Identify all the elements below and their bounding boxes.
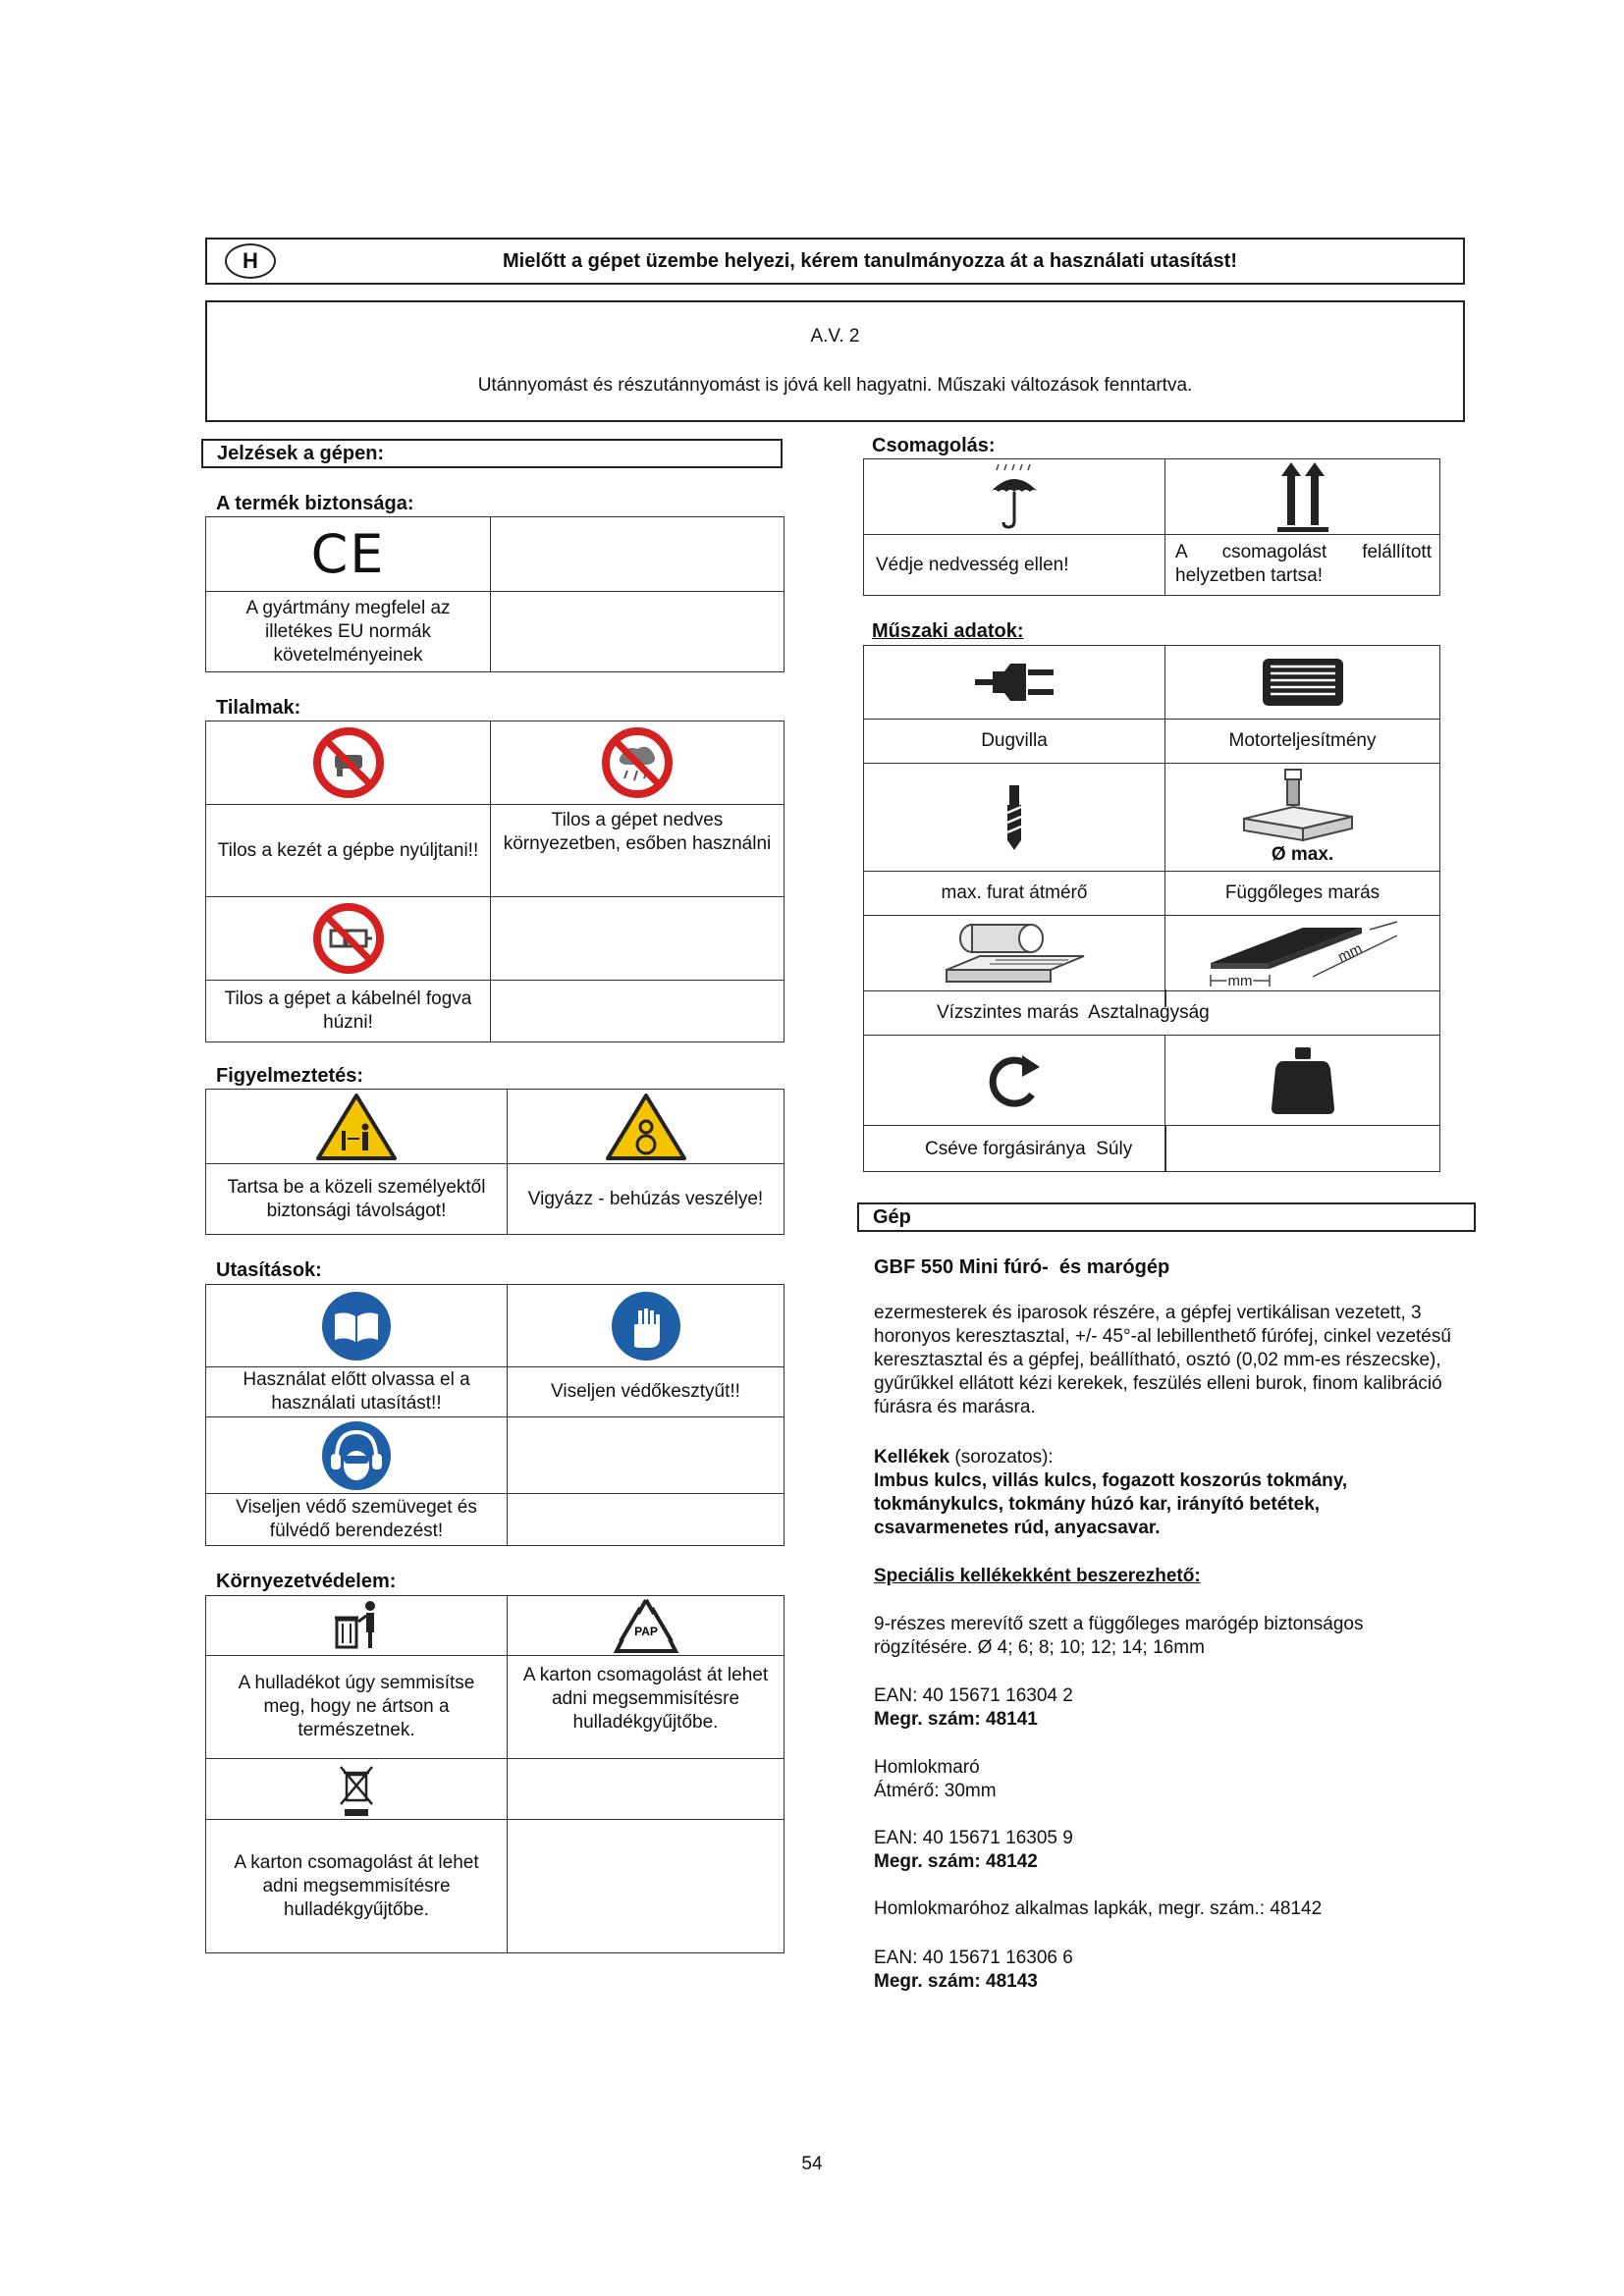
ean-3: EAN: 40 15671 16306 6 [874, 1948, 1073, 1968]
weight-icon [1272, 1045, 1334, 1116]
horizontal-mill-icon-cell [863, 915, 1165, 991]
gloves-caption: Viseljen védőkesztyűt!! [507, 1366, 785, 1417]
safety-title: A termék biztonsága: [216, 493, 414, 514]
ean-1: EAN: 40 15671 16304 2 [874, 1685, 1073, 1706]
weee-caption: A karton csomagolást át lehet adni megsemmisítésre hulladékgyűjtőbe. [205, 1819, 508, 1953]
ean-2: EAN: 40 15671 16305 9 [874, 1828, 1073, 1848]
paper-recycle-icon [611, 1596, 681, 1655]
trash-icon-cell [205, 1595, 508, 1656]
face-mill-diameter: Átmérő: 30mm [874, 1781, 997, 1801]
weee-icon-cell [205, 1758, 508, 1820]
motor-icon [1259, 653, 1347, 712]
face-mill-title: Homlokmaró [874, 1757, 980, 1778]
notice-bar [205, 238, 1465, 285]
dispose-trash-icon [329, 1598, 384, 1653]
order-number-2: Megr. szám: 48142 [874, 1851, 1038, 1872]
dispose-caption: A hulladékot úgy semmisítse meg, hogy ne ártson a természetnek. [205, 1655, 508, 1759]
rotation-direction-icon [985, 1051, 1044, 1110]
crossed-bin-icon [337, 1761, 376, 1818]
environment-empty-cell [507, 1758, 785, 1820]
warnings-title: Figyelmeztetés: [216, 1065, 364, 1087]
ce-mark-icon: CE [310, 523, 386, 585]
packaging-title: Csomagolás: [872, 435, 996, 456]
safety-empty-cell [490, 516, 785, 592]
distance-warning-icon-cell [205, 1089, 508, 1164]
distance-warning-caption: Tartsa be a közeli személyektől biztonsági távolságot! [205, 1163, 508, 1235]
max-diameter-label: Ø max. [1271, 844, 1334, 865]
upright-icon-cell [1164, 458, 1440, 535]
plug-caption: Dugvilla [863, 719, 1165, 764]
order-number-3: Megr. szám: 48143 [874, 1971, 1038, 1992]
no-cable-pull-caption: Tilos a gépet a kábelnél fogva húzni! [205, 980, 491, 1042]
machine-description: ezermesterek és iparosok részére, a gépfej vertikálisan vezetett, 3 horonyos keresztasztal, +/- 45°-al lebillenthető fúrófej, cinkel vezetésű keresztasztal és a gépfej, beállítható, osztó (0,02 mm-es részecske), gyűrűkkel ellátott kézi kerekek, feszülés elleni burok, finom kalibráció fúrásra és marásra. [874, 1303, 1451, 1417]
paper-recycle-icon-cell [507, 1595, 785, 1656]
this-way-up-icon [1275, 460, 1330, 533]
eye-ear-protection-caption: Viseljen védő szemüveget és fülvédő berendezést! [205, 1493, 508, 1546]
pap-label: PAP [633, 1625, 658, 1638]
no-wet-use-icon [600, 725, 675, 800]
no-hands-icon [311, 725, 386, 800]
safety-empty-cell-2 [490, 591, 785, 672]
motor-icon-cell [1164, 645, 1440, 720]
entanglement-warning-icon-cell [507, 1089, 785, 1164]
weight-icon-cell [1164, 1035, 1440, 1126]
keep-dry-caption: Védje nedvesség ellen! [876, 554, 1069, 575]
drill-diameter-caption: max. furat átmérő [863, 871, 1165, 916]
ce-icon-cell [205, 516, 491, 592]
read-manual-icon-cell [205, 1284, 508, 1367]
copyright-note: Utánnyomást és részutánnyomást is jóvá kell hagyatni. Műszaki változások fenntartva. [477, 375, 1193, 396]
gloves-icon-cell [507, 1284, 785, 1367]
environment-title: Környezetvédelem: [216, 1571, 397, 1592]
entanglement-warning-icon [604, 1092, 688, 1162]
drill-bit-icon [1002, 785, 1026, 850]
keep-distance-warning-icon [314, 1092, 399, 1162]
no-cable-pull-icon-cell [205, 896, 491, 981]
read-manual-icon [319, 1289, 394, 1363]
environment-empty-cell-2 [507, 1819, 785, 1953]
ce-caption: A gyártmány megfelel az illetékes EU normák követelményeinek [205, 591, 491, 672]
carton-recycle-caption: A karton csomagolást át lehet adni megsemmisítésre hulladékgyűjtőbe. [507, 1655, 785, 1759]
horizontal-milling-icon [941, 921, 1088, 986]
rotation-icon-cell [863, 1035, 1165, 1126]
accessories-heading [874, 1446, 1453, 1469]
plug-icon [973, 656, 1056, 709]
plug-icon-cell [863, 645, 1165, 720]
accessories-suffix: (sorozatos): [949, 1447, 1054, 1468]
instructions-empty-cell-2 [507, 1493, 785, 1546]
rotation-weight-caption-cell [863, 1125, 1440, 1172]
no-wet-caption: Tilos a gépet nedves környezetben, esőben használni [490, 804, 785, 897]
machine-name: GBF 550 Mini fúró- és marógép [874, 1256, 1170, 1278]
prohibition-empty-cell-2 [490, 980, 785, 1042]
instructions-empty-cell [507, 1416, 785, 1494]
keep-dry-umbrella-icon [985, 462, 1044, 531]
eye-ear-protection-icon-cell [205, 1416, 508, 1494]
table-size-icon [1205, 920, 1411, 988]
no-hands-caption: Tilos a kezét a gépbe nyúljtani!! [205, 804, 491, 897]
machine-title: Gép [857, 1202, 1476, 1232]
umbrella-icon-cell [863, 458, 1165, 535]
eye-ear-protection-icon [319, 1418, 394, 1493]
country-letter: H [243, 248, 258, 273]
table-width-label: mm [1227, 973, 1253, 988]
upright-caption-cell [1164, 534, 1440, 596]
order-number-1: Megr. szám: 48141 [874, 1709, 1038, 1730]
rotation-weight-caption: Cséve forgásiránya Súly [925, 1139, 1133, 1159]
keep-dry-caption-cell [863, 534, 1165, 596]
wear-gloves-icon [609, 1289, 683, 1363]
no-cable-pull-icon [311, 901, 386, 976]
inserts-desc: Homlokmaróhoz alkalmas lapkák, megr. szám.: 48142 [874, 1898, 1323, 1919]
no-hands-icon-cell [205, 721, 491, 805]
motor-caption: Motorteljesítmény [1164, 719, 1440, 764]
drill-bit-icon-cell [863, 763, 1165, 872]
left-section-title: Jelzések a gépen: [201, 439, 783, 468]
tech-title: Műszaki adatok: [872, 620, 1024, 642]
model-box [205, 300, 1465, 422]
bracing-set-desc: 9-részes merevítő szett a függőleges marógép biztonságos rögzítésére. Ø 4; 6; 8; 10; 12; 14; 16mm [874, 1614, 1364, 1658]
country-badge [225, 243, 276, 279]
instructions-title: Utasítások: [216, 1259, 322, 1281]
mill-table-caption-cell [863, 990, 1440, 1036]
special-accessories-title: Speciális kellékekként beszerezhető: [874, 1566, 1201, 1586]
vertical-milling-icon [1234, 768, 1372, 846]
accessories-list: Imbus kulcs, villás kulcs, fogazott koszorús tokmány, tokmánykulcs, tokmány húzó kar, irányító betétek, csavarmenetes rúd, anyacsavar. [874, 1470, 1348, 1538]
table-depth-label: mm [1335, 939, 1366, 966]
prohibitions-title: Tilalmak: [216, 697, 301, 719]
upright-caption: A csomagolást felállított helyzetben tartsa! [1175, 542, 1432, 586]
vertical-mill-icon-cell [1164, 763, 1440, 872]
prohibition-empty-cell [490, 896, 785, 981]
read-manual-caption: Használat előtt olvassa el a használati utasítást!! [205, 1366, 508, 1417]
notice-text: Mielőtt a gépet üzembe helyezi, kérem tanulmányozza át a használati utasítást! [503, 249, 1237, 272]
vertical-mill-caption: Függőleges marás [1164, 871, 1440, 916]
page-number: 54 [801, 2154, 823, 2174]
no-wet-icon-cell [490, 721, 785, 805]
mill-table-caption: Vízszintes marás Asztalnagyság [937, 1002, 1210, 1023]
table-size-icon-cell [1164, 915, 1440, 991]
entanglement-warning-caption: Vigyázz - behúzás veszélye! [507, 1163, 785, 1235]
model-code: A.V. 2 [810, 326, 860, 347]
accessories-label: Kellékek [874, 1447, 950, 1468]
